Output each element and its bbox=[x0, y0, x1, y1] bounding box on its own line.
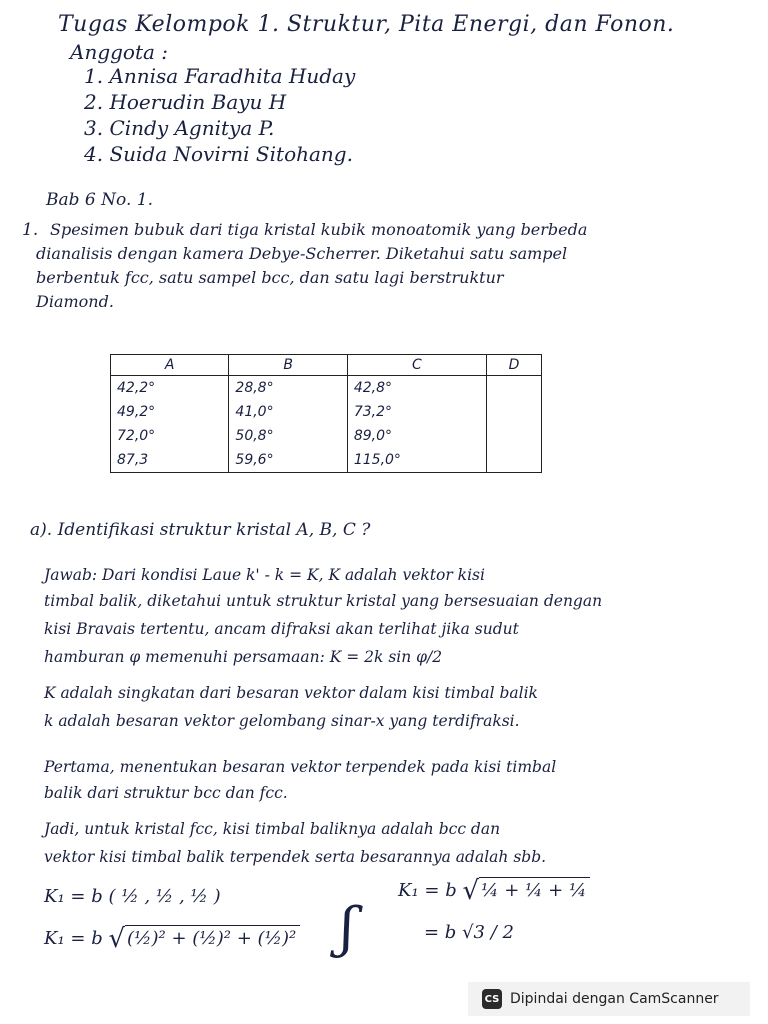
answer-line-4: hamburan φ memenuhi persamaan: K = 2k sin φ/2 bbox=[44, 648, 443, 666]
chapter-label: Bab 6 No. 1. bbox=[46, 190, 153, 210]
table-cell: 87,3 bbox=[111, 448, 229, 473]
answer-line-5: K adalah singkatan dari besaran vektor dalam kisi timbal balik bbox=[44, 684, 538, 702]
answer-line-10: vektor kisi timbal balik terpendek serta besarannya adalah sbb. bbox=[44, 848, 547, 866]
part-a-question: a). Identifikasi struktur kristal A, B, C ? bbox=[30, 520, 371, 540]
result-2-rhs: √3 / 2 bbox=[462, 922, 514, 943]
table-cell: 115,0° bbox=[347, 448, 486, 473]
answer-line-9: Jadi, untuk kristal fcc, kisi timbal baliknya adalah bcc dan bbox=[44, 820, 501, 838]
camscanner-watermark bbox=[468, 982, 750, 1016]
result-1-lhs: K₁ = b bbox=[398, 880, 457, 901]
square-root-icon: √ bbox=[108, 924, 126, 954]
answer-line-3: kisi Bravais tertentu, ancam difraksi akan terlihat jika sudut bbox=[44, 620, 519, 638]
table-cell: 42,2° bbox=[111, 376, 229, 401]
result-2-lhs: = b bbox=[424, 922, 457, 943]
table-header-a: A bbox=[111, 355, 229, 376]
table-cell bbox=[486, 400, 541, 424]
table-cell: 72,0° bbox=[111, 424, 229, 448]
table-row bbox=[111, 400, 542, 424]
camscanner-logo-icon: CS bbox=[482, 989, 502, 1009]
problem-number: 1. bbox=[22, 220, 39, 240]
problem-line-3: berbentuk fcc, satu sampel bcc, dan satu lagi berstruktur bbox=[36, 268, 504, 287]
table-cell: 28,8° bbox=[229, 376, 347, 401]
member-2: 2. Hoerudin Bayu H bbox=[84, 90, 287, 114]
k1-magnitude-rhs: (½)² + (½)² + (½)² bbox=[125, 925, 300, 949]
member-1: 1. Annisa Faradhita Huday bbox=[84, 64, 356, 88]
answer-line-7: Pertama, menentukan besaran vektor terpendek pada kisi timbal bbox=[44, 758, 557, 776]
table-cell: 50,8° bbox=[229, 424, 347, 448]
watermark-text: Dipindai dengan CamScanner bbox=[510, 991, 719, 1007]
table-header-d: D bbox=[486, 355, 541, 376]
document-title: Tugas Kelompok 1. Struktur, Pita Energi, dan Fonon. bbox=[58, 12, 675, 37]
table-header-row bbox=[111, 355, 542, 376]
answer-line-6: k adalah besaran vektor gelombang sinar-x yang terdifraksi. bbox=[44, 712, 520, 730]
table-header-b: B bbox=[229, 355, 347, 376]
member-3: 3. Cindy Agnitya P. bbox=[84, 116, 275, 140]
answer-line-8: balik dari struktur bcc dan fcc. bbox=[44, 784, 288, 802]
table-cell bbox=[486, 424, 541, 448]
square-root-icon: √ bbox=[462, 876, 480, 906]
table-cell bbox=[486, 376, 541, 401]
table-cell: 59,6° bbox=[229, 448, 347, 473]
table-header-c: C bbox=[347, 355, 486, 376]
result-1-rhs: ¼ + ¼ + ¼ bbox=[479, 877, 590, 901]
table-cell: 49,2° bbox=[111, 400, 229, 424]
k1-vector-lhs: K₁ = b bbox=[44, 886, 103, 907]
diffraction-angle-table bbox=[110, 354, 542, 473]
problem-line-4: Diamond. bbox=[36, 292, 114, 311]
members-label: Anggota : bbox=[70, 40, 169, 64]
flow-brace-icon: ʃ bbox=[340, 896, 355, 959]
table-row bbox=[111, 424, 542, 448]
problem-line-2: dianalisis dengan kamera Debye-Scherrer. Diketahui satu sampel bbox=[36, 244, 568, 263]
k1-magnitude-equation bbox=[44, 924, 300, 954]
answer-line-1: Jawab: Dari kondisi Laue k' - k = K, K adalah vektor kisi bbox=[44, 566, 485, 584]
result-equation-1 bbox=[398, 876, 590, 906]
table-cell: 73,2° bbox=[347, 400, 486, 424]
table-cell: 42,8° bbox=[347, 376, 486, 401]
table-cell: 41,0° bbox=[229, 400, 347, 424]
table-cell bbox=[486, 448, 541, 473]
k1-vector-equation bbox=[44, 886, 221, 907]
table-row bbox=[111, 448, 542, 473]
result-equation-2 bbox=[424, 922, 514, 943]
k1-vector-rhs: ( ½ , ½ , ½ ) bbox=[108, 886, 221, 907]
problem-line-1: Spesimen bubuk dari tiga kristal kubik monoatomik yang berbeda bbox=[50, 220, 588, 239]
k1-magnitude-lhs: K₁ = b bbox=[44, 928, 103, 949]
table-row bbox=[111, 376, 542, 401]
table-cell: 89,0° bbox=[347, 424, 486, 448]
answer-line-2: timbal balik, diketahui untuk struktur kristal yang bersesuaian dengan bbox=[44, 592, 603, 610]
member-4: 4. Suida Novirni Sitohang. bbox=[84, 142, 353, 166]
